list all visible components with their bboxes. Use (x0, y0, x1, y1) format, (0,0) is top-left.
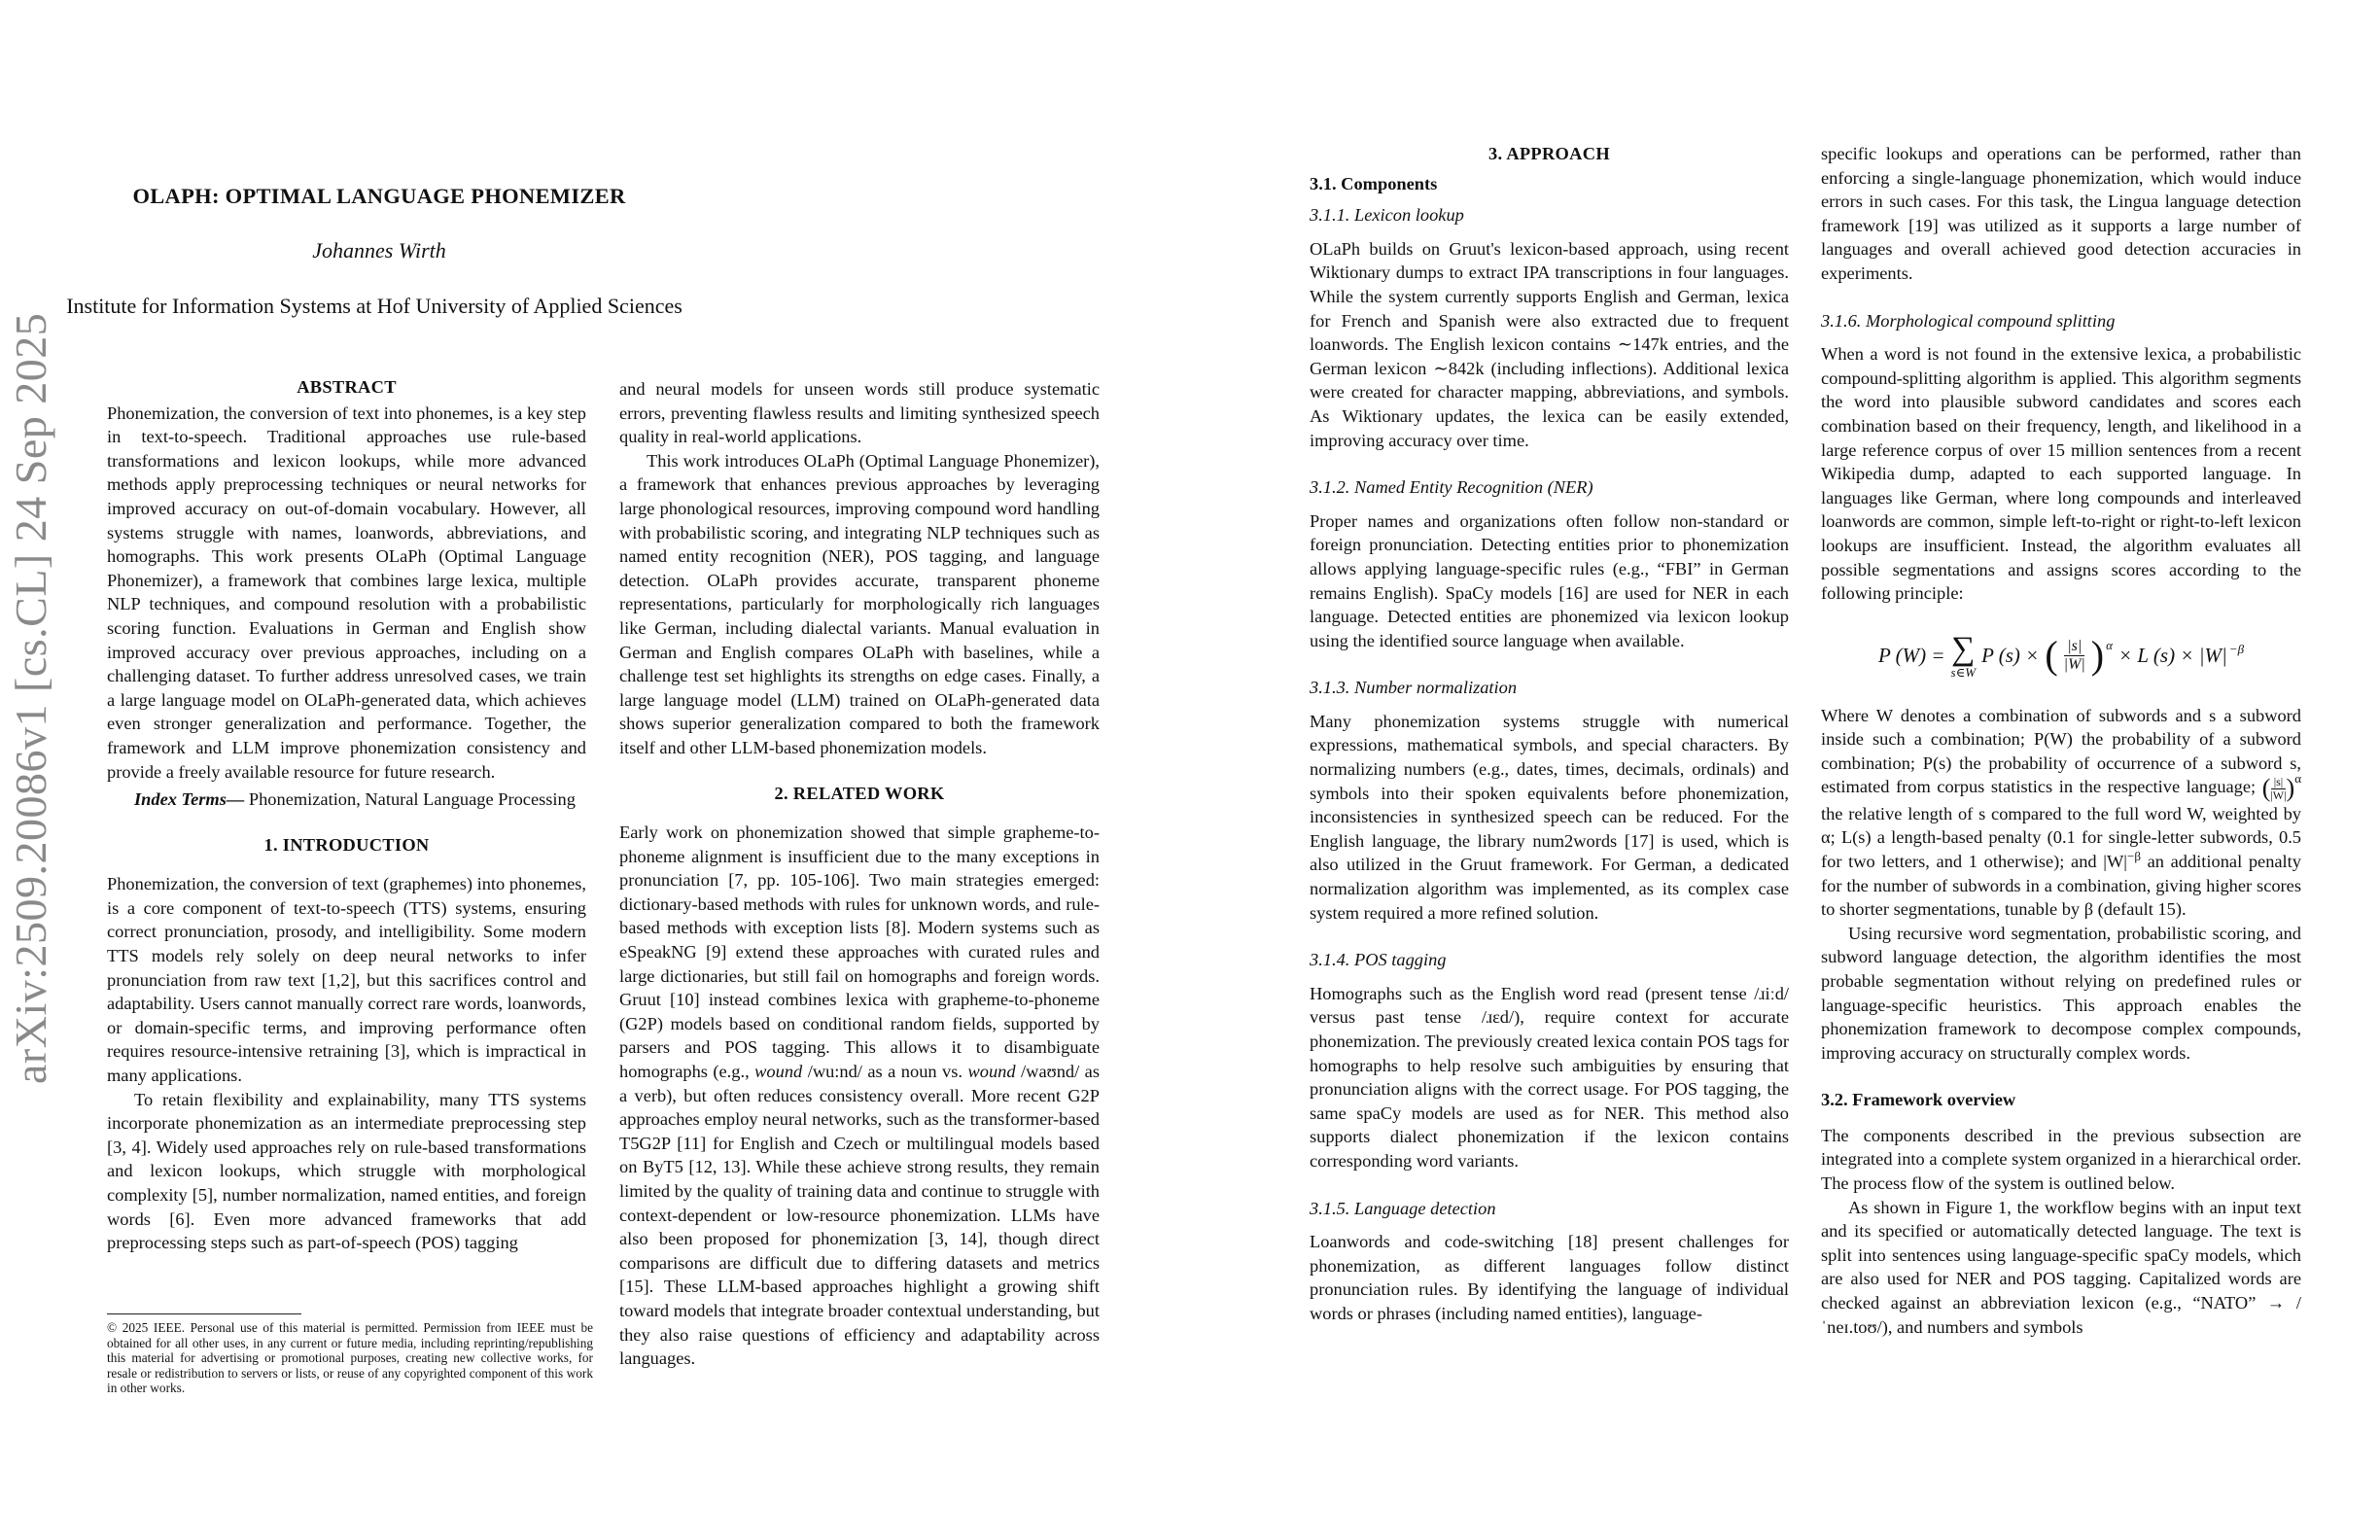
intro-paragraph-1: Phonemization, the conversion of text (graphemes) into phonemes, is a core component of text-to-speech (TTS) systems, ensuring correct pronunciation, prosody, and intelligibility. Some modern TTS models rely solely on deep neural networks to infer pronunciation from raw text [1,2], but this sacrifices control and adaptability. Users cannot manually correct rare words, loanwords, or domain-specific terms, and improving performance often requires resource-intensive retraining [3], which is impractical in many applications. (107, 874, 586, 1086)
related-ipa-1: /wu:nd/ as a noun vs. (807, 1062, 963, 1082)
language-detection-text: Loanwords and code-switching [18] present challenges for phonemization, as different languages follow distinct pronunciation rules. By identifying the language of individual words or phrases (including named entities), language- (1310, 1232, 1789, 1323)
ner-text: Proper names and organizations often follow non-standard or foreign pronunciation. Detecting entities prior to phonemization allows applying language-specific rules (e.g., “FBI” in German remains English). SpaCy models [16] are used for NER in each language. Detected entities are phonemized via lexicon lookup using the identified source language when available. (1310, 510, 1789, 650)
eq-frac-num: |s| (2064, 638, 2084, 656)
related-wound-2: wound (967, 1062, 1016, 1082)
probability-equation: P (W) = ∑ s∈W P (s) × ( $\frac{|s|}{|W|}$ ) $^\alpha$ × L (s) × |W| $^{-\beta}$ (1877, 630, 2245, 680)
eq-rest: × L (s) × |W| (2118, 643, 2227, 667)
where-fraction-group: ( $\frac{|s|}{|W|}$ ) $^\alpha$ (2261, 771, 2301, 802)
lexicon-lookup-heading: 3.1.1. Lexicon lookup (1310, 205, 1464, 226)
language-detection-continued: specific lookups and operations can be performed, rather than enforcing a single-language phonemization, which would induce errors in such cases. For this task, the Lingua language detection framework [19] was utilized as it supports a large number of languages and overall achieved good detection accuracies in experiments. (1821, 144, 2301, 283)
related-ipa-2: /waʊnd/ as a verb), (619, 1062, 1100, 1105)
eq-lhs: P (W) = (1877, 643, 1945, 667)
related-wound-1: wound (754, 1062, 803, 1082)
equation-explanation (1821, 704, 2301, 922)
eq-fraction (2064, 638, 2085, 674)
related-work-text (619, 821, 1100, 1371)
approach-heading: 3. APPROACH (1488, 144, 1610, 163)
where-fraction (2270, 776, 2286, 802)
where-beta: −β (2126, 848, 2141, 863)
related-text-a: Early work on phonemization showed that simple grapheme-to-phoneme alignment is insufficient due to the many exceptions in pronunciation [7, pp. 105-106]. Two main strategies emerged: dictionary-based methods with rules for unknown words, and rule-based methods with exception lists [8]. Modern systems such as eSpeakNG [9] extend these approaches with curated rules and large dictionaries, but still fail on homographs and foreign words. Gruut [10] instead combines lexica with grapheme-to-phoneme (G2P) models based on conditional random fields, supported by parsers and POS tagging. This allows it to disambiguate homographs (e.g., (619, 822, 1100, 1082)
column-1 (107, 375, 586, 1255)
where-paren-close: ) (2286, 773, 2295, 802)
language-detection-heading: 3.1.5. Language detection (1310, 1198, 1496, 1218)
framework-overview-paragraph-1: The components described in the previous subsection are integrated into a complete system organized in a hierarchical order. The process flow of the system is outlined below. (1821, 1125, 2301, 1194)
where-part-1: Where W denotes a combination of subwords and s a subword inside such a combination; P(W) the probability of a subword combination; P(s) the probability of occurrence of a subword s, estimated from corpus statistics in the respective language; (1821, 705, 2301, 797)
ner-heading: 3.1.2. Named Entity Recognition (NER) (1310, 477, 1593, 498)
index-terms (107, 788, 586, 812)
copyright-footnote: © 2025 IEEE. Personal use of this material is permitted. Permission from IEEE must be obtained for all other uses, in any current or future media, including reprinting/republishing this material for advertising or promotional purposes, creating new collective works, for resale or redistribution to servers or lists, or reuse of any copyrighted component of this work in other works. (107, 1320, 593, 1396)
eq-sum (1950, 630, 1977, 680)
intro-paragraph-3: and neural models for unseen words still produce systematic errors, preventing flawless results and limiting synthesized speech quality in real-world applications. (619, 379, 1100, 447)
eq-sum-symbol: ∑ (1951, 630, 1976, 667)
pos-tagging-text: Homographs such as the English word read (present tense /ɹiːd/ versus past tense /ɹɛd/), require context for accurate phonemization. The previously created lexica contain POS tags for homographs to help resolve such ambiguities by ensuring that pronunciation aligns with the correct usage. For POS tagging, the same spaCy models are used as for NER. This method also supports dialect phonemization if the lexicon contains corresponding word variants. (1310, 983, 1789, 1171)
where-frac-num: |s| (2271, 776, 2286, 789)
paper-author: Johannes Wirth (312, 238, 446, 262)
compound-splitting-text-2: Using recursive word segmentation, probabilistic scoring, and subword language detection, the algorithm identifies the most probable segmentation without relying on predefined rules or language-specific heuristics. This approach enables the phonemization framework to decompose complex compounds, improving accuracy on structurally complex words. (1821, 923, 2301, 1063)
lexicon-lookup-text: OLaPh builds on Gruut's lexicon-based approach, using recent Wiktionary dumps to extract IPA transcriptions in four languages. While the system currently supports English and German, lexica for French and Spanish were also extracted due to frequent loanwords. The English lexicon contains ∼147k entries, and the German lexicon ∼842k (including inflections). Additional lexica were created for character mapping, abbreviations, and symbols. As Wiktionary updates, the lexica can be easily extended, improving accuracy over time. (1310, 238, 1789, 450)
pos-tagging-heading: 3.1.4. POS tagging (1310, 950, 1447, 970)
related-text-b: but often reduces consistency overall. More recent G2P approaches employ neural networks, such as the transformer-based T5G2P [11] for English and Czech or multilingual models based on ByT5 [12, 13]. While these achieve strong results, they remain limited by the quality of training data and continue to struggle with context-dependent or low-resource phonemization. LLMs have also been proposed for phonemization [3, 14], though direct comparisons are difficult due to differing datasets and metrics [15]. These LLM-based approaches highlight a growing shift toward models that integrate broader contextual understanding, but they also raise questions of efficiency and adaptability across languages. (619, 1085, 1100, 1369)
paper-title: OLAPH: OPTIMAL LANGUAGE PHONEMIZER (132, 184, 626, 208)
eq-ps: P (s) × (1981, 643, 2040, 667)
column-2 (619, 377, 1100, 1371)
footnote-rule (107, 1313, 301, 1314)
intro-paragraph-4: This work introduces OLaPh (Optimal Language Phonemizer), a framework that enhances previous approaches by leveraging large phonological resources, improving compound word handling with probabilistic scoring, and integrating NLP techniques such as named entity recognition (NER), POS tagging, and language detection. OLaPh provides accurate, transparent phoneme representations, particularly for morphologically rich languages like German, including dialectal variants. Manual evaluation in German and English compares OLaPh with baselines, while a challenge test set highlights its strengths on edge cases. Finally, a large language model (LLM) trained on OLaPh-generated data shows superior generalization compared to both the framework itself and other LLM-based phonemization models. (619, 450, 1100, 757)
eq-paren-close: ) (2090, 633, 2105, 678)
abstract-heading: ABSTRACT (297, 377, 397, 397)
compound-splitting-text: When a word is not found in the extensive lexica, a probabilistic compound-splitting algorithm is applied. This algorithm segments the word into plausible subword candidates and scores each combination based on their frequency, length, and likelihood in a large reference corpus of over 15 million sentences from a recent Wikipedia dump, adapted to each supported language. In languages like German, where long compounds and interleaved loanwords are common, simple left-to-right or right-to-left lexicon lookups are insufficient. Instead, the algorithm evaluates all possible segmentations and assigns scores according to the following principle: (1821, 344, 2301, 604)
where-part-3: an additional penalty for the number of subwords in a combination, giving higher scores to shorter segmentations, tunable by β (default 15). (1821, 851, 2301, 920)
framework-overview-heading: 3.2. Framework overview (1821, 1090, 2016, 1110)
index-terms-text: Phonemization, Natural Language Processing (248, 789, 576, 810)
paper-affiliation (66, 294, 1089, 319)
column-3 (1310, 142, 1789, 1326)
eq-sum-sub: s∈W (1950, 664, 1977, 680)
components-heading: 3.1. Components (1310, 173, 1438, 193)
eq-paren-open: ( (2045, 633, 2058, 678)
related-work-heading: 2. RELATED WORK (774, 783, 945, 803)
where-part-2: the relative length of s compared to the full word W, weighted by α; L(s) a length-based penalty (0.1 for single-letter subwords, 0.5 for two letters, and 1 otherwise); and |W| (1821, 803, 2301, 871)
affiliation-text: Institute for Information Systems at Hof University of Applied Sciences (66, 294, 682, 318)
where-paren-open: ( (2261, 773, 2271, 802)
where-frac-den: |W| (2270, 788, 2287, 802)
number-normalization-text: Many phonemization systems struggle with numerical expressions, mathematical symbols, and special characters. By normalizing numbers (e.g., dates, times, decimals, ordinals) and symbols into their spoken equivalents before phonemization, inconsistencies in synthesized speech can be reduced. For the English language, the library num2words [17] is used, which is also utilized in the Gruut framework. For German, a dedicated normalization algorithm was implemented, as its complex case system required a more refined solution. (1310, 711, 1789, 923)
framework-overview-paragraph-2: As shown in Figure 1, the workflow begins with an input text and its specified or automatically detected language. The text is split into sentences using language-specific spaCy models, which are also used for NER and POS tagging. Capitalized words are checked against an abbreviation lexicon (e.g., “NATO” → /ˈneɪ.toʊ/), and numbers and symbols (1821, 1197, 2301, 1337)
compound-splitting-heading: 3.1.6. Morphological compound splitting (1821, 310, 2116, 331)
number-normalization-heading: 3.1.3. Number normalization (1310, 678, 1518, 698)
column-4 (1821, 142, 2301, 1339)
intro-paragraph-2: To retain flexibility and explainability, many TTS systems incorporate phonemization as an intermediate preprocessing step [3, 4]. Widely used approaches rely on rule-based transformations and lexicon lookups, which struggle with morphological complexity [5], number normalization, named entities, and foreign words [6]. Even more advanced frameworks that add preprocessing steps such as part-of-speech (POS) tagging (107, 1089, 586, 1253)
index-terms-label: Index Terms— (134, 789, 245, 810)
eq-frac-den: |W| (2063, 655, 2085, 673)
arxiv-identifier: arXiv:2509.20086v1 [cs.CL] 24 Sep 2025 (6, 312, 55, 1084)
intro-heading: 1. INTRODUCTION (263, 834, 430, 855)
abstract-text: Phonemization, the conversion of text into phonemes, is a key step in text-to-speech. Traditional approaches use rule-based transformations and lexicon lookups, while more advanced methods apply preprocessing techniques or neural networks for improved accuracy on out-of-domain vocabulary. However, all systems struggle with names, loanwords, abbreviations, and homographs. This work presents OLaPh (Optimal Language Phonemizer), a framework that combines large lexica, multiple NLP techniques, and compound resolution with a probabilistic scoring function. Evaluations in German and English show improved accuracy over previous approaches, including on a challenging dataset. To further address unresolved cases, we train a large language model on OLaPh-generated data, which achieves even stronger generalization and performance. Together, the framework and LLM improve phonemization consistency and provide a freely available resource for future research. (107, 402, 586, 782)
